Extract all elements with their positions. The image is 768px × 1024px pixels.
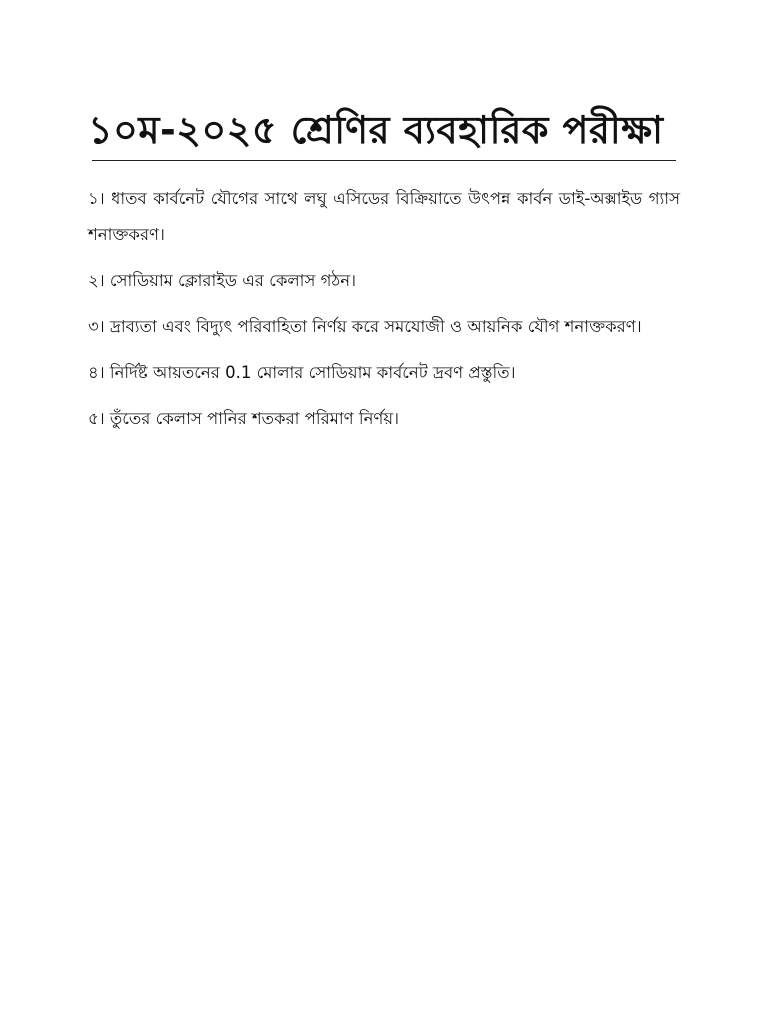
list-item-1: ১। ধাতব কার্বনেট যৌগের সাথে লঘু এসিডের বিক্রিয়াতে উৎপন্ন কার্বন ডাই-অক্সাইড গ্যাস শনাক্তকরণ। xyxy=(88,189,680,244)
page-title: ১০ম-২০২৫ শ্রেণির ব্যবহারিক পরীক্ষা xyxy=(88,108,664,152)
title-divider xyxy=(92,160,676,161)
list-item-4: ৪। নির্দিষ্ট আয়তনের 0.1 মোলার সোডিয়াম কার্বনেট দ্রবণ প্রস্তুতি। xyxy=(88,363,516,382)
list-item-2: ২। সোডিয়াম ক্লোরাইড এর কেলাস গঠন। xyxy=(88,271,356,290)
list-item-5: ৫। তুঁতের কেলাস পানির শতকরা পরিমাণ নির্ণয়। xyxy=(88,409,400,428)
list-item-3: ৩। দ্রাব্যতা এবং বিদ্যুৎ পরিবাহিতা নির্ণয় করে সমযোজী ও আয়নিক যৌগ শনাক্তকরণ। xyxy=(88,317,642,336)
task-list xyxy=(88,181,680,437)
